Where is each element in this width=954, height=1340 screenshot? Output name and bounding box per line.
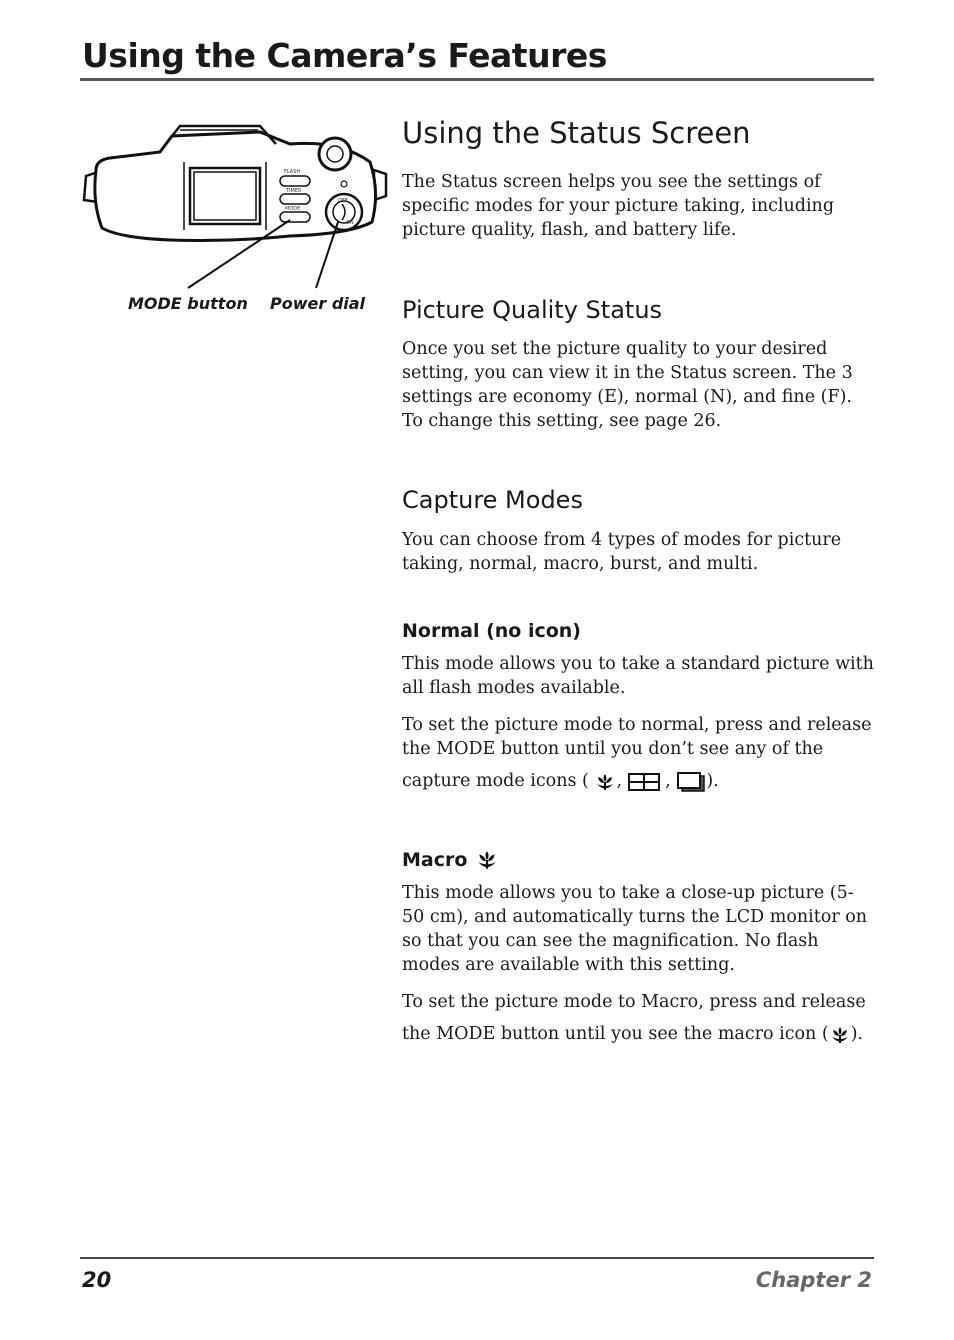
normal-sep-1: , [616, 771, 623, 791]
normal-sep-2: , [665, 771, 671, 791]
off-label: OFF [338, 198, 348, 204]
normal-body-3-post: ). [706, 771, 719, 791]
macro-inline-icon [829, 1024, 851, 1046]
macro-title-text: Macro [402, 849, 468, 871]
mode-label-small: MODE [285, 206, 301, 212]
burst-icon [676, 771, 706, 793]
timer-label: TIMER [286, 188, 302, 194]
macro-body-3-post: ). [850, 1024, 864, 1044]
header-rule [80, 78, 874, 81]
on-label: ON [346, 220, 354, 226]
macro-body-2: To set the picture mode to Macro, press and release [402, 992, 866, 1012]
normal-body-3-pre: capture mode icons ( [402, 771, 589, 791]
status-body: The Status screen helps you see the settings of specific modes for your picture taking, including picture quality, flash, and battery life. [402, 172, 835, 240]
subsection-title-normal [402, 620, 581, 642]
macro-body-3 [402, 1022, 874, 1046]
running-header: Using the Camera’s Features [82, 36, 607, 75]
macro-body-3-pre: the MODE button until you see the macro icon ( [402, 1024, 829, 1044]
footer-rule [80, 1257, 874, 1259]
page-number: 20 [82, 1268, 112, 1292]
normal-body-2: To set the picture mode to normal, press and release the MODE button until you don’t see any of the [402, 715, 872, 759]
multi-icon [628, 772, 660, 792]
normal-body-3 [402, 769, 874, 793]
capture-body: You can choose from 4 types of modes for picture taking, normal, macro, burst, and multi. [402, 530, 842, 574]
macro-icon [594, 771, 616, 793]
mode-button-callout: MODE button [128, 294, 248, 313]
section-title-capture-modes: Capture Modes [402, 486, 583, 514]
normal-title-text: Normal (no icon) [402, 620, 581, 642]
section-title-status-screen: Using the Status Screen [402, 116, 751, 150]
macro-heading-icon [475, 848, 499, 872]
power-dial-callout: Power dial [270, 294, 366, 313]
camera-illustration [80, 122, 390, 292]
macro-body-1: This mode allows you to take a close-up picture (5-50 cm), and automatically turns the LCD monitor on so that you can see the magnification. No flash modes are available with this setting. [402, 883, 868, 975]
chapter-label: Chapter 2 [755, 1268, 872, 1292]
subsection-title-macro [402, 848, 499, 872]
flash-label: FLASH [284, 169, 301, 175]
normal-body-1: This mode allows you to take a standard picture with all flash modes available. [402, 654, 874, 698]
section-title-picture-quality: Picture Quality Status [402, 296, 663, 324]
quality-body: Once you set the picture quality to your desired setting, you can view it in the Status screen. The 3 settings are economy (E), normal (N), and fine (F). To change this setting, see page 26. [402, 339, 853, 431]
